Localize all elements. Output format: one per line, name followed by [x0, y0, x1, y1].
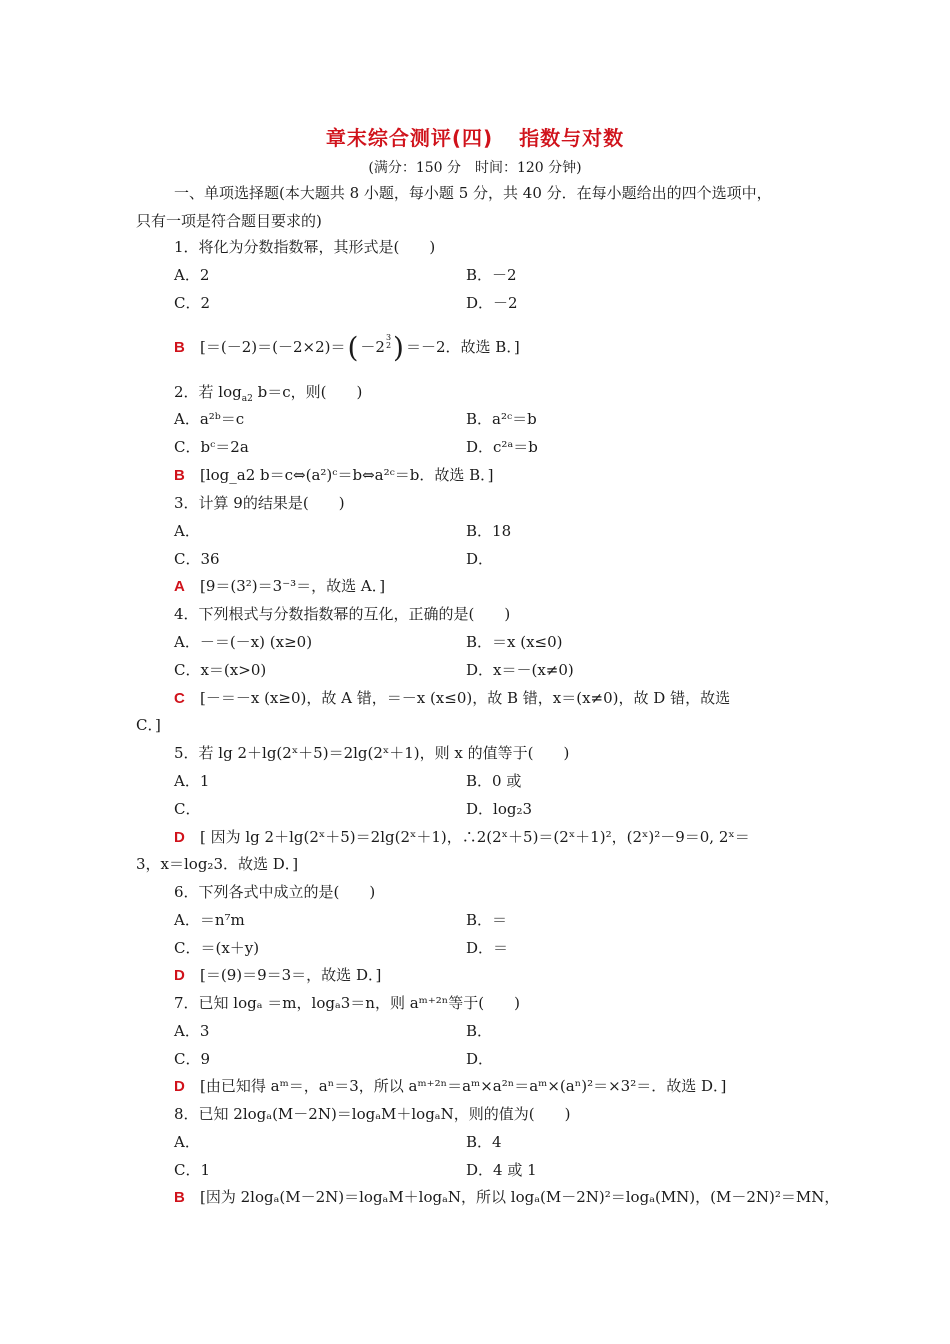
section-header-line-1: 一、单项选择题(本大题共 8 小题，每小题 5 分，共 40 分．在每小题给出的四个选项中， [174, 184, 772, 202]
q4-option-b: B．＝x (x≤0) [466, 633, 563, 651]
q1-option-d: D．－2 [466, 294, 518, 312]
q1-option-b: B．－2 [466, 266, 517, 284]
q6-option-b: B．＝ [466, 911, 508, 929]
q3-answer: A [174, 578, 185, 595]
q3-option-d: D． [466, 550, 494, 568]
q8-solution [174, 1186, 839, 1209]
q2-stem-part-2: b＝c，则( ) [252, 383, 363, 401]
q6-option-c: C．＝(x＋y) [174, 939, 260, 957]
q2-stem [174, 381, 362, 410]
q5-answer: D [174, 829, 185, 846]
q2-solution [174, 464, 494, 487]
q8-stem: 8．已知 2logₐ(M－2N)＝logₐM＋logₐN，则的值为( ) [174, 1105, 571, 1123]
q3-option-b: B．18 [466, 522, 512, 540]
q5-solution-line-1: [ 因为 lg 2＋lg(2ˣ＋5)＝2lg(2ˣ＋1)，∴2(2ˣ＋5)＝(2ˣ＋1)²，(2ˣ)²－9＝0, 2ˣ＝ [200, 828, 750, 846]
q3-solution-text: [9＝(3²)＝3⁻³＝，故选 A．] [200, 577, 386, 595]
q1-solution-base: －2 [360, 338, 385, 356]
q4-option-c: C．x＝(x>0) [174, 661, 267, 679]
q7-option-b: B． [466, 1022, 493, 1040]
title-right: 指数与对数 [519, 126, 625, 150]
q8-option-b: B．4 [466, 1133, 502, 1151]
q1-solution-part-1: [＝(－2)＝(－2×2)＝ [200, 338, 346, 356]
q6-answer: D [174, 967, 185, 984]
q2-option-d: D．c²ᵃ＝b [466, 438, 538, 456]
q7-answer: D [174, 1078, 185, 1095]
q3-stem: 3．计算 9的结果是( ) [174, 494, 345, 512]
q7-option-d: D． [466, 1050, 494, 1068]
q5-solution [174, 826, 750, 849]
q1-option-c: C．2 [174, 294, 211, 312]
q7-option-c: C．9 [174, 1050, 211, 1068]
q1-stem: 1．将化为分数指数幂，其形式是( ) [174, 238, 436, 256]
exponent-denominator: 2 [385, 341, 392, 350]
q2-option-b: B．a²ᶜ＝b [466, 410, 537, 428]
q3-option-c: C．36 [174, 550, 220, 568]
q5-option-b: B．0 或 [466, 772, 522, 790]
q2-stem-subscript: a2 [241, 394, 253, 404]
q4-answer: C [174, 690, 185, 707]
q8-solution-text: [因为 2logₐ(M－2N)＝logₐM＋logₐN，所以 logₐ(M－2N)²＝logₐ(MN)，(M－2N)²＝MN， [200, 1188, 840, 1206]
q1-solution-part-2: ＝－2．故选 B．] [405, 338, 520, 356]
q7-stem: 7．已知 logₐ ＝m，logₐ3＝n，则 aᵐ⁺²ⁿ等于( ) [174, 994, 520, 1012]
section-header-line-2: 只有一项是符合题目要求的) [136, 212, 322, 230]
q6-option-d: D．＝ [466, 939, 509, 957]
q1-answer: B [174, 339, 185, 356]
q2-answer: B [174, 467, 185, 484]
q7-solution-text: [由已知得 aᵐ＝，aⁿ＝3，所以 aᵐ⁺²ⁿ＝aᵐ×a²ⁿ＝aᵐ×(aⁿ)²＝×3²＝．故选 D．] [200, 1077, 727, 1095]
q4-option-a: A．－＝(－x) (x≥0) [174, 633, 313, 651]
q8-option-a: A． [174, 1133, 200, 1151]
q6-stem: 6．下列各式中成立的是( ) [174, 883, 376, 901]
q1-solution: B [＝(－2)＝(－2×2)＝( －2 3 2 ) ＝－2．故选 B．] [174, 331, 520, 364]
q4-solution-line-1: [－＝－x (x≥0)，故 A 错，＝－x (x≤0)，故 B 错，x＝(x≠0)，故 D 错，故选 [200, 689, 731, 707]
exponent-numerator: 3 [385, 333, 392, 342]
q1-solution-exponent [386, 334, 391, 350]
q2-solution-text: [log_a2 b＝c⇔(a²)ᶜ＝b⇔a²ᶜ＝b．故选 B．] [200, 466, 494, 484]
q8-option-d: D．4 或 1 [466, 1161, 537, 1179]
q2-option-c: C．bᶜ＝2a [174, 438, 249, 456]
subtitle: (满分：150 分 时间：120 分钟) [368, 160, 582, 176]
q7-solution [174, 1075, 726, 1098]
q5-option-d: D．log₂3 [466, 800, 533, 818]
q4-stem: 4．下列根式与分数指数幂的互化，正确的是( ) [174, 605, 511, 623]
q4-solution [174, 687, 730, 710]
title-left: 章末综合测评(四) [325, 126, 494, 150]
q3-solution [174, 575, 385, 598]
q8-answer: B [174, 1189, 185, 1206]
q7-option-a: A．3 [174, 1022, 210, 1040]
q4-solution-line-2: C．] [136, 716, 161, 734]
q6-solution [174, 964, 381, 987]
q6-option-a: A．＝n⁷m [174, 911, 245, 929]
q1-option-a: A．2 [174, 266, 210, 284]
page-title [0, 122, 950, 151]
q2-stem-part-1: 2．若 log [174, 383, 242, 401]
q5-solution-line-2: 3，x＝log₂3．故选 D．] [136, 855, 299, 873]
q4-option-d: D．x＝－(x≠0) [466, 661, 574, 679]
q6-solution-text: [＝(9)＝9＝3＝，故选 D．] [200, 966, 382, 984]
q8-option-c: C．1 [174, 1161, 211, 1179]
q2-option-a: A．a²ᵇ＝c [174, 410, 245, 428]
q5-option-a: A．1 [174, 772, 210, 790]
q3-option-a: A． [174, 522, 200, 540]
q5-option-c: C． [174, 800, 201, 818]
q5-stem: 5．若 lg 2＋lg(2ˣ＋5)＝2lg(2ˣ＋1)，则 x 的值等于( ) [174, 744, 570, 762]
